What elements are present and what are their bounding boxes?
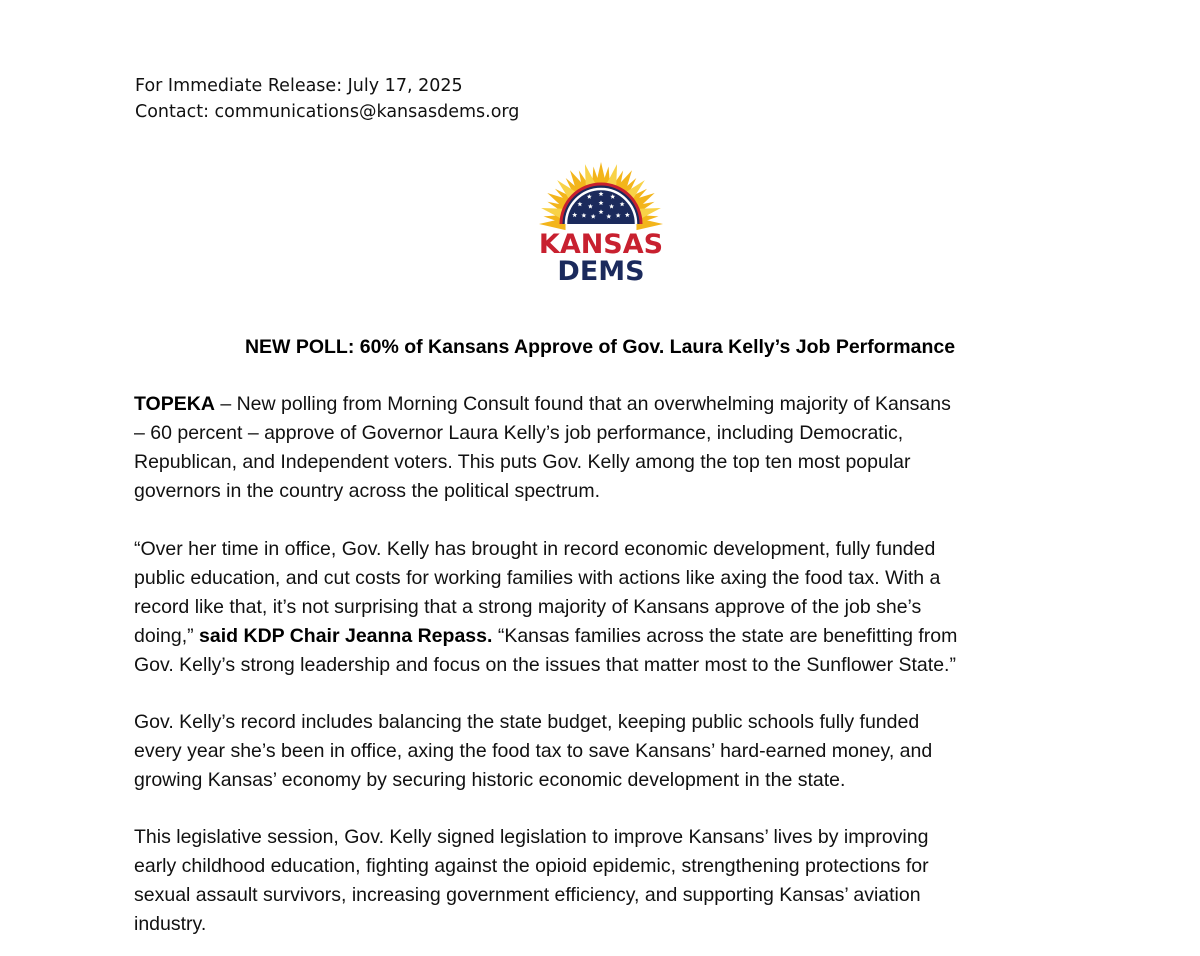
paragraph-1: TOPEKA – New polling from Morning Consult found that an overwhelming majority of Kansans – 60 percent – approve of Governor Laura Kelly’s job performance, including Democratic, Republican, and Independent voters. This puts Gov. Kelly among the top ten most popular governors in the country across the political spectrum.: [134, 393, 951, 502]
kansas-dems-logo: [528, 158, 674, 286]
release-header: [135, 73, 519, 125]
paragraph-2-quote: “Over her time in office, Gov. Kelly has brought in record economic development, fully funded public education, and cut costs for working families with actions like axing the food tax. With a record like that, it’s not surprising that a strong majority of Kansans approve of the job she’s doing,” said KDP Chair Jeanna Repass. “Kansas families across the state are benefitting from Gov. Kelly’s strong leadership and focus on the issues that matter most to the Sunflower State.”: [134, 538, 958, 676]
logo-dems-text: DEMS: [557, 256, 645, 286]
quote-attribution: said KDP Chair Jeanna Repass.: [199, 625, 493, 647]
release-date-line: For Immediate Release: July 17, 2025: [135, 76, 463, 96]
logo-kansas-text: KANSAS: [538, 229, 664, 260]
contact-line: Contact: communications@kansasdems.org: [135, 102, 520, 122]
sunflower-logo-icon: [528, 158, 674, 286]
paragraph-3: Gov. Kelly’s record includes balancing the state budget, keeping public schools fully funded every year she’s been in office, axing the food tax to save Kansans’ hard-earned money, and growing Kansas’ economy by securing historic economic development in the state.: [134, 711, 933, 791]
headline: NEW POLL: 60% of Kansans Approve of Gov. Laura Kelly’s Job Performance: [244, 336, 956, 358]
dateline: TOPEKA: [134, 393, 215, 415]
paragraph-4: This legislative session, Gov. Kelly signed legislation to improve Kansans’ lives by improving early childhood education, fighting against the opioid epidemic, strengthening protections for sexual assault survivors, increasing government efficiency, and supporting Kansas’ aviation industry.: [134, 826, 929, 935]
